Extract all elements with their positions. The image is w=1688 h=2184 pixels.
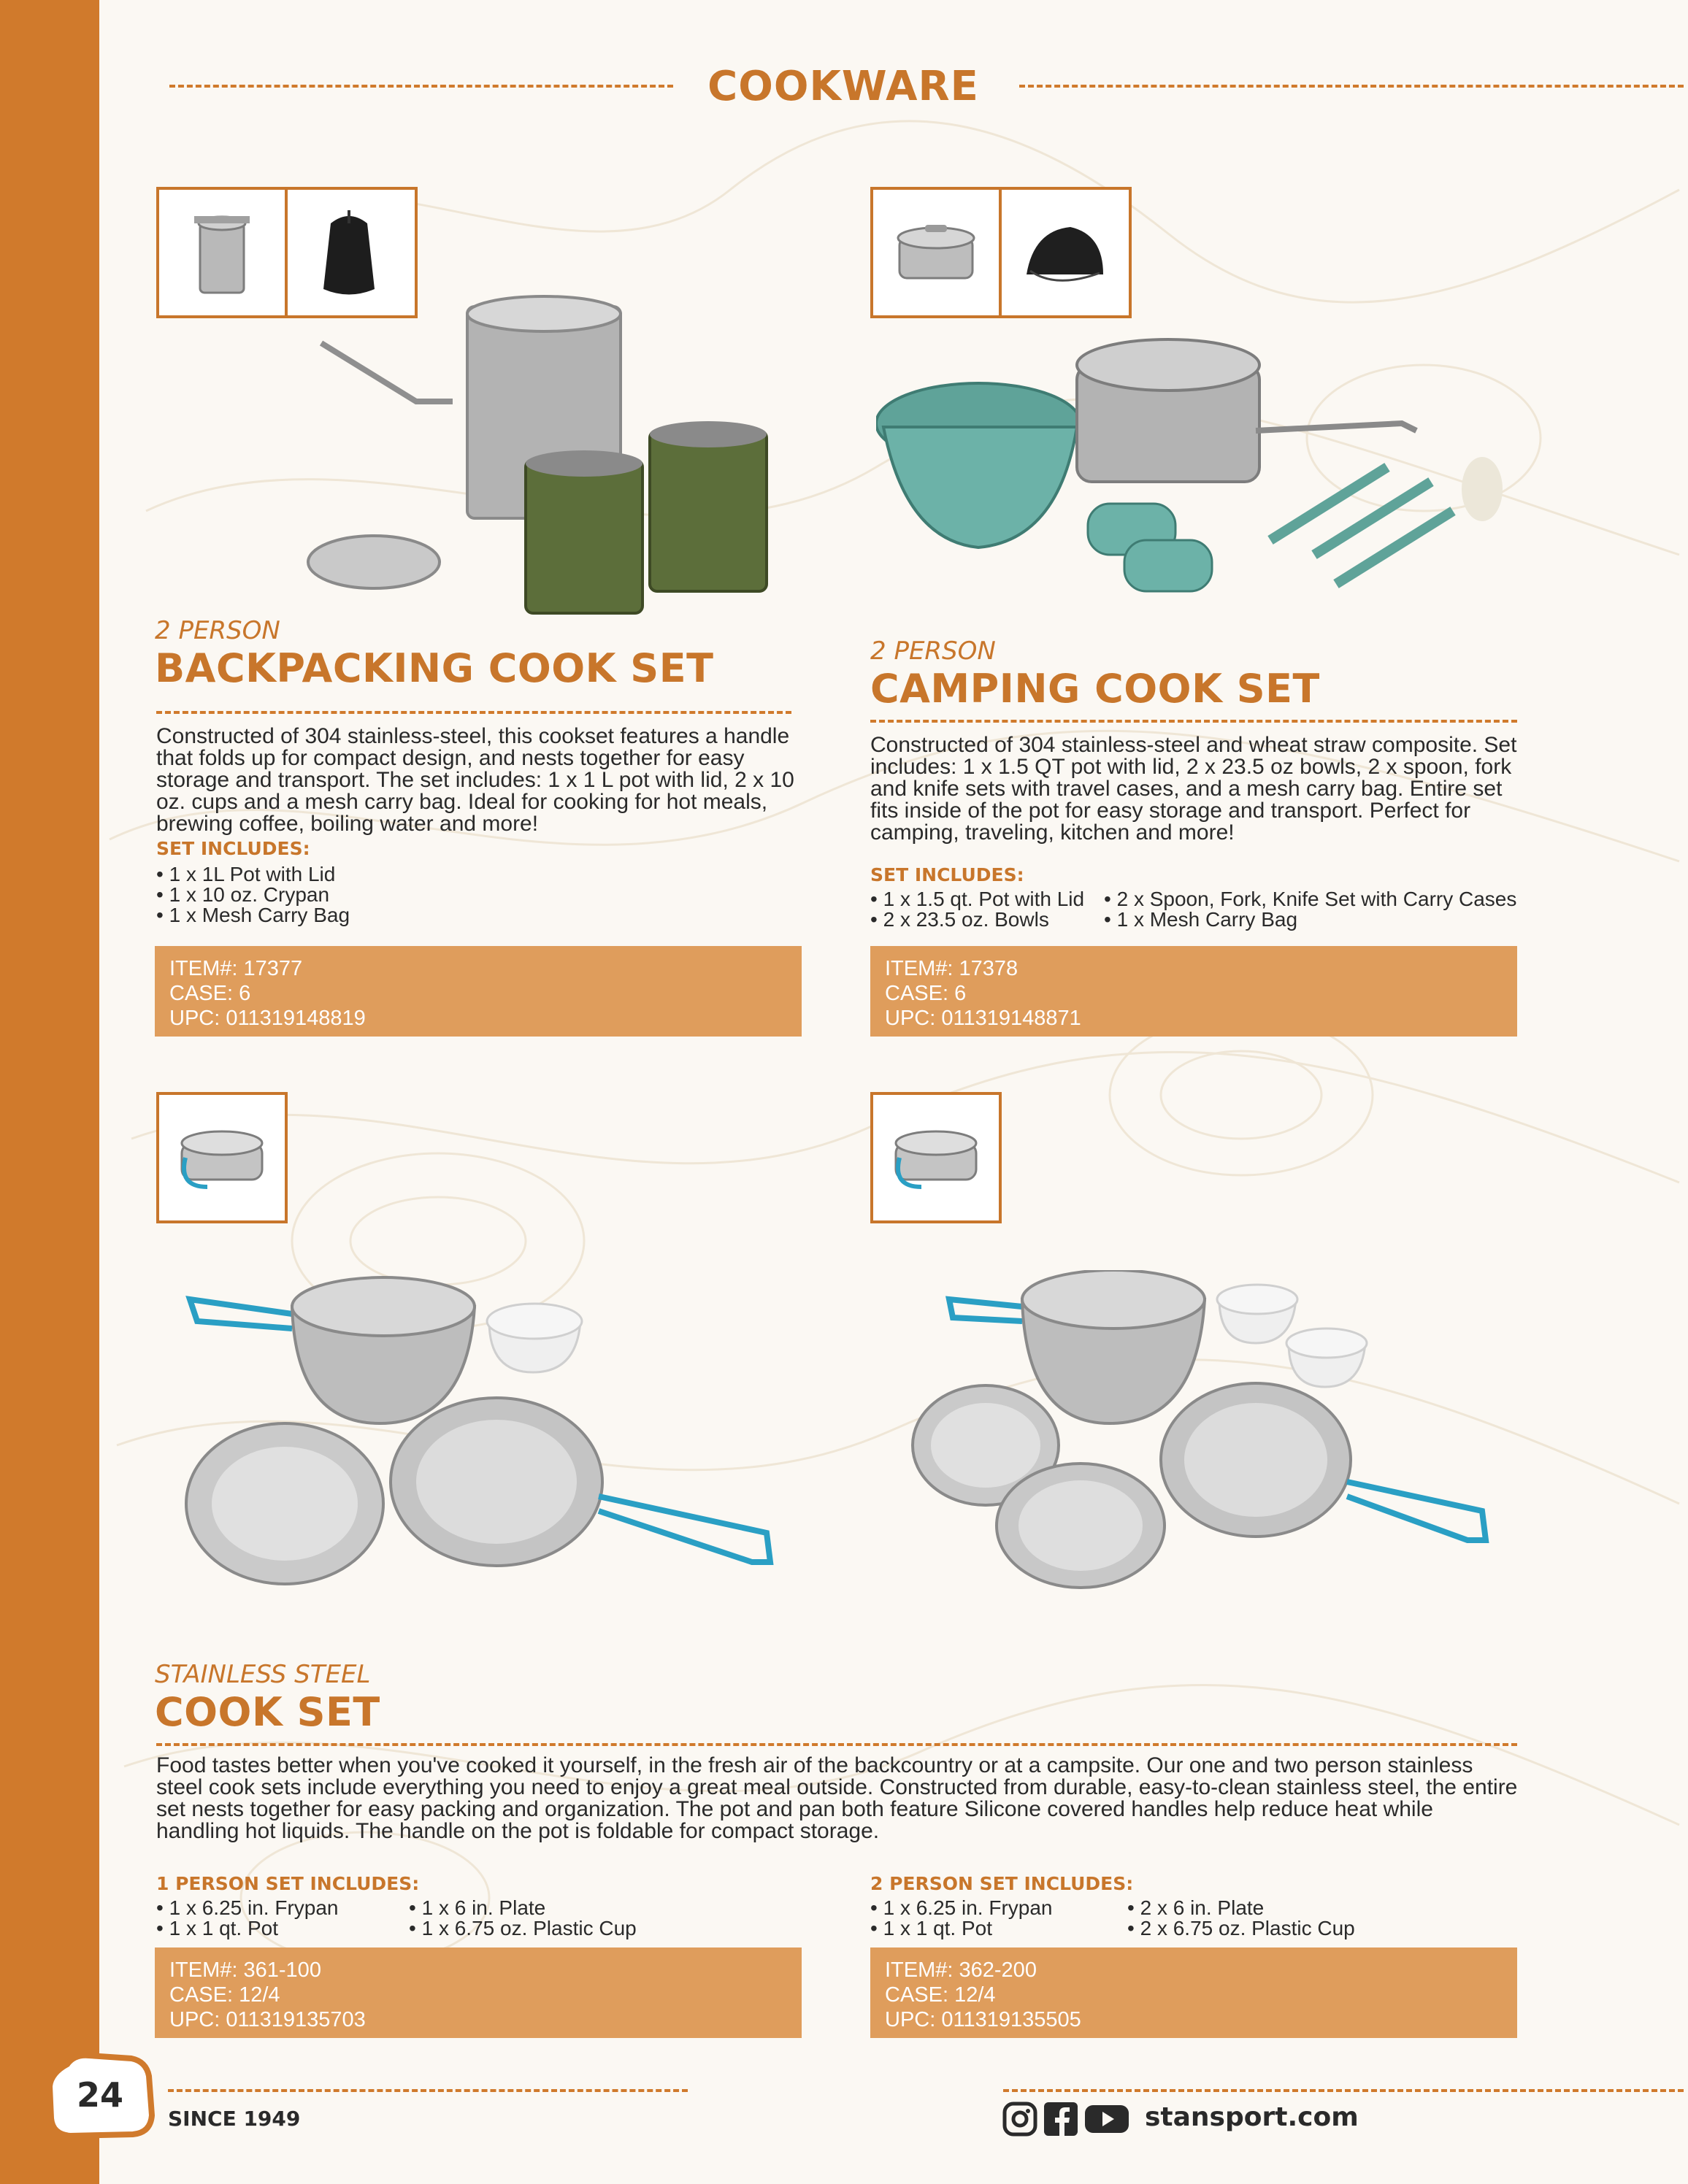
two-person-cook-set-photo <box>905 1270 1504 1591</box>
case-quantity: CASE: 6 <box>885 982 967 1005</box>
list-item: • 1 x Mesh Carry Bag <box>1104 910 1516 930</box>
list-item: • 1 x 6.25 in. Frypan <box>156 1898 339 1918</box>
camping-kicker: 2 PERSON <box>870 637 996 666</box>
list-item: • 1 x 1 qt. Pot <box>156 1918 339 1939</box>
list-item: • 1 x 6.25 in. Frypan <box>870 1898 1053 1918</box>
camping-thumbnails <box>870 187 1132 318</box>
case-quantity: CASE: 12/4 <box>885 1983 996 2007</box>
one-person-includes-col2 <box>409 1898 637 1939</box>
two-person-includes-col2 <box>1127 1898 1355 1939</box>
pot-thumbnail[interactable] <box>159 190 285 315</box>
list-item: • 1 x 1 qt. Pot <box>870 1918 1053 1939</box>
two-person-info-box <box>870 1947 1517 2038</box>
footer-website-link[interactable]: stansport.com <box>1145 2102 1359 2132</box>
list-item: • 1 x 10 oz. Crypan <box>156 885 350 905</box>
one-person-includes-col1 <box>156 1898 339 1939</box>
upc-code: UPC: 011319135703 <box>169 2008 366 2031</box>
camping-cook-set-photo <box>876 321 1519 642</box>
backpacking-info-box <box>155 946 802 1037</box>
camping-title: CAMPING COOK SET <box>870 666 1320 712</box>
pot-thumbnail[interactable] <box>873 190 999 315</box>
case-quantity: CASE: 12/4 <box>169 1983 280 2007</box>
backpacking-kicker: 2 PERSON <box>155 616 280 645</box>
page-title: COOKWARE <box>707 63 979 110</box>
header-rule-left <box>169 85 673 88</box>
item-number: ITEM#: 17378 <box>885 957 1018 980</box>
backpacking-title: BACKPACKING COOK SET <box>155 645 714 691</box>
backpacking-cook-set-photo <box>307 292 818 635</box>
one-person-thumbnail <box>156 1092 288 1223</box>
list-item: • 2 x Spoon, Fork, Knife Set with Carry Cases <box>1104 889 1516 910</box>
backpacking-description: Constructed of 304 stainless-steel, this cookset features a handle that folds up for compact design, and nests together for easy storage and transport. The set includes: 1 x 1 L pot with lid, 2 x 10 oz. cups and a mesh carry bag. Ideal for cooking for hot meals, brewing coffee, boiling water and more! <box>156 724 794 836</box>
case-quantity: CASE: 6 <box>169 982 251 1005</box>
two-person-thumbnail <box>870 1092 1002 1223</box>
camping-includes-col1 <box>870 889 1084 930</box>
youtube-icon[interactable] <box>1083 2101 1130 2137</box>
left-accent-bar <box>0 0 99 2184</box>
facebook-icon[interactable] <box>1043 2101 1079 2137</box>
footer-since: SINCE 1949 <box>168 2107 301 2131</box>
stainless-title: COOK SET <box>155 1689 380 1735</box>
cook-set-thumbnail[interactable] <box>159 1095 285 1220</box>
camping-info-box <box>870 946 1517 1037</box>
one-person-info-box <box>155 1947 802 2038</box>
backpacking-includes-list <box>156 864 350 926</box>
upc-code: UPC: 011319148871 <box>885 1007 1081 1030</box>
list-item: • 2 x 6 in. Plate <box>1127 1898 1355 1918</box>
item-number: ITEM#: 361-100 <box>169 1958 321 1982</box>
mesh-bag-thumbnail[interactable] <box>999 190 1124 315</box>
camping-includes-col2 <box>1104 889 1516 930</box>
list-item: • 2 x 6.75 oz. Plastic Cup <box>1127 1918 1355 1939</box>
backpacking-title-rule <box>156 711 791 714</box>
two-person-includes-heading: 2 PERSON SET INCLUDES: <box>870 1873 1134 1894</box>
item-number: ITEM#: 17377 <box>169 957 303 980</box>
list-item: • 1 x Mesh Carry Bag <box>156 905 350 926</box>
upc-code: UPC: 011319135505 <box>885 2008 1081 2031</box>
list-item: • 1 x 6 in. Plate <box>409 1898 637 1918</box>
stainless-kicker: STAINLESS STEEL <box>155 1660 371 1689</box>
instagram-icon[interactable] <box>1002 2101 1038 2137</box>
one-person-includes-heading: 1 PERSON SET INCLUDES: <box>156 1873 420 1894</box>
page-number: 24 <box>76 2075 123 2115</box>
stainless-title-rule <box>156 1743 1517 1746</box>
item-number: ITEM#: 362-200 <box>885 1958 1037 1982</box>
camping-includes-heading: SET INCLUDES: <box>870 864 1024 885</box>
upc-code: UPC: 011319148819 <box>169 1007 366 1030</box>
footer-rule-left <box>168 2089 688 2092</box>
header-rule-right <box>1019 85 1684 88</box>
list-item: • 1 x 1L Pot with Lid <box>156 864 350 885</box>
footer-rule-right <box>1003 2089 1684 2092</box>
list-item: • 1 x 6.75 oz. Plastic Cup <box>409 1918 637 1939</box>
two-person-includes-col1 <box>870 1898 1053 1939</box>
camping-description: Constructed of 304 stainless-steel and wheat straw composite. Set includes: 1 x 1.5 QT pot with lid, 2 x 23.5 oz bowls, 2 x spoon, fork and knife sets with travel cases, and a mesh carry bag. Entire set fits inside of the pot for easy storage and transport. Perfect for camping, traveling, kitchen and more! <box>870 733 1517 845</box>
list-item: • 1 x 1.5 qt. Pot with Lid <box>870 889 1084 910</box>
stainless-description: Food tastes better when you've cooked it yourself, in the fresh air of the backcountry or at a campsite. Our one and two person stainless steel cook sets include everything you need to enjoy a great meal outside. Constructed from durable, easy-to-clean stainless steel, the entire set nests together for easy packing and organization. The pot and pan both feature Silicone covered handles help reduce heat while handling hot liquids. The handle on the pot is foldable for compact storage. <box>156 1753 1518 1843</box>
list-item: • 2 x 23.5 oz. Bowls <box>870 910 1084 930</box>
backpacking-includes-heading: SET INCLUDES: <box>156 838 310 859</box>
cook-set-thumbnail[interactable] <box>873 1095 999 1220</box>
page-number-badge <box>45 2051 155 2139</box>
camping-title-rule <box>870 720 1517 723</box>
one-person-cook-set-photo <box>183 1270 796 1591</box>
